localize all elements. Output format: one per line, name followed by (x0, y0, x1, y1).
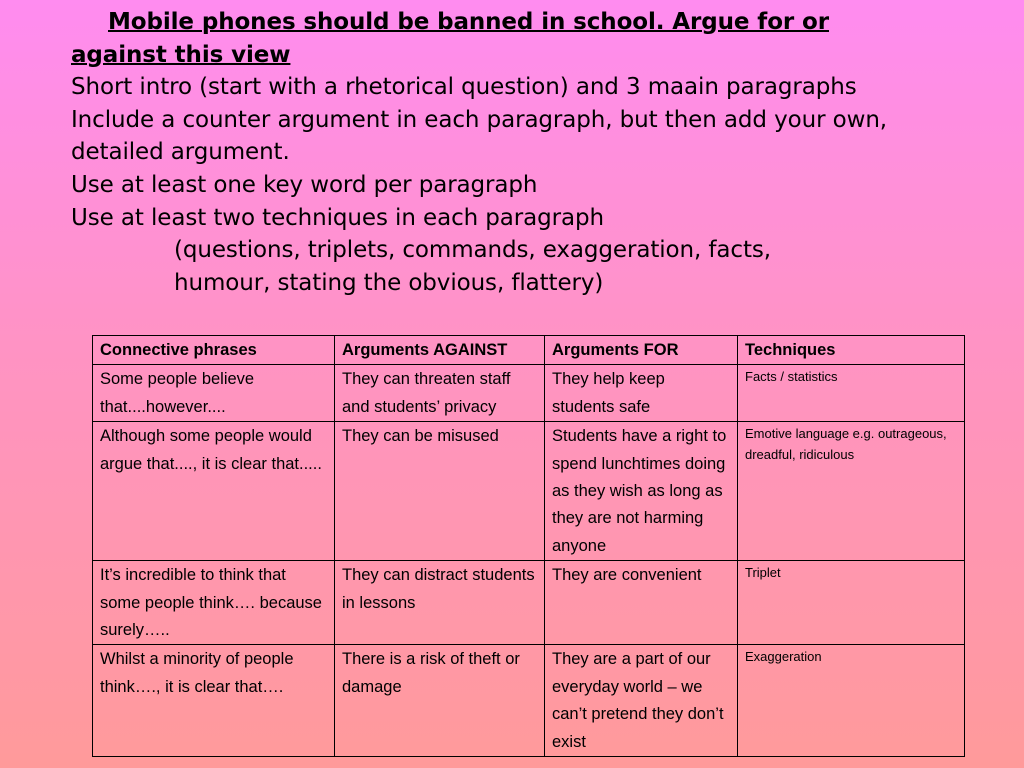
argument-against-cell: They can be misused (335, 422, 545, 561)
argument-against-cell: There is a risk of theft or damage (335, 645, 545, 757)
table-row (93, 561, 965, 645)
header-connective-phrases: Connective phrases (93, 336, 335, 365)
argument-planning-table (92, 335, 965, 757)
argument-for-cell: They are a part of our everyday world – we can’t pretend they don’t exist (545, 645, 738, 757)
instruction-line: detailed argument. (71, 139, 290, 166)
header-techniques: Techniques (738, 336, 965, 365)
header-arguments-against: Arguments AGAINST (335, 336, 545, 365)
technique-cell: Emotive language e.g. outrageous, dreadful, ridiculous (738, 422, 965, 561)
argument-against-cell: They can threaten staff and students’ privacy (335, 365, 545, 422)
task-instructions (71, 6, 1001, 299)
task-heading-line-1: Mobile phones should be banned in school. Argue for or (108, 9, 829, 35)
argument-against-cell: They can distract students in lessons (335, 561, 545, 645)
technique-cell: Facts / statistics (738, 365, 965, 422)
connective-phrase-cell: Although some people would argue that...., it is clear that..... (93, 422, 335, 561)
argument-for-cell: They help keep students safe (545, 365, 738, 422)
table-row (93, 365, 965, 422)
technique-cell: Triplet (738, 561, 965, 645)
argument-for-cell: They are convenient (545, 561, 738, 645)
instruction-line: Use at least one key word per paragraph (71, 171, 538, 198)
task-heading-line-2: against this view (71, 41, 291, 68)
table-row (93, 422, 965, 561)
argument-for-cell: Students have a right to spend lunchtimes doing as they wish as long as they are not harming anyone (545, 422, 738, 561)
instruction-line: Use at least two techniques in each paragraph (71, 204, 604, 231)
header-arguments-for: Arguments FOR (545, 336, 738, 365)
connective-phrase-cell: It’s incredible to think that some people think…. because surely….. (93, 561, 335, 645)
table-header-row (93, 336, 965, 365)
instruction-line: Include a counter argument in each paragraph, but then add your own, (71, 106, 888, 133)
techniques-list-line-2: humour, stating the obvious, flattery) (174, 269, 604, 296)
connective-phrase-cell: Whilst a minority of people think…., it is clear that…. (93, 645, 335, 757)
techniques-list-line-1: (questions, triplets, commands, exaggeration, facts, (174, 237, 771, 264)
table-row (93, 645, 965, 757)
instruction-line: Short intro (start with a rhetorical question) and 3 maain paragraphs (71, 74, 857, 101)
technique-cell: Exaggeration (738, 645, 965, 757)
connective-phrase-cell: Some people believe that....however.... (93, 365, 335, 422)
